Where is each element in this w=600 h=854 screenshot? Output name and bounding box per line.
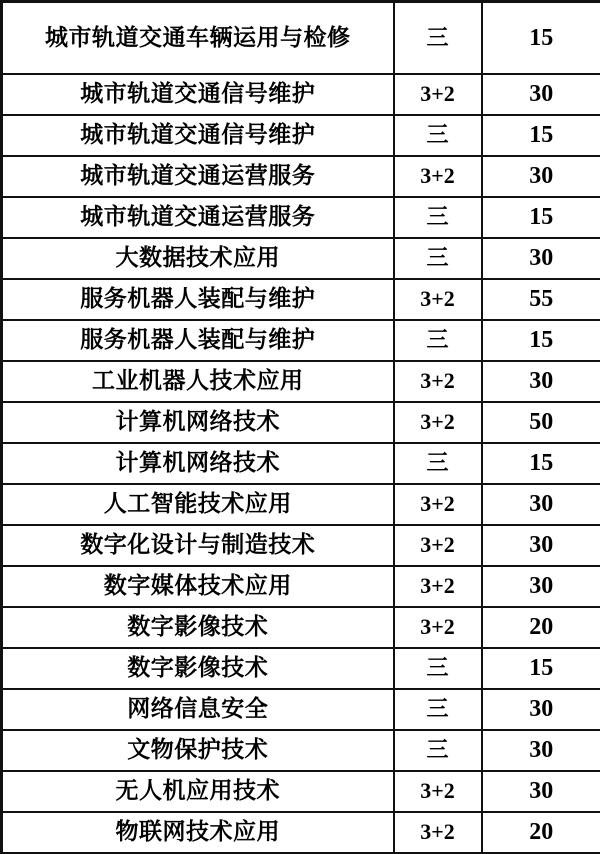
table-row [2,320,600,361]
table-row [2,689,600,730]
table-row [2,443,600,484]
major-name-cell: 城市轨道交通信号维护 [2,115,394,156]
major-name-cell: 数字化设计与制造技术 [2,525,394,566]
program-type-cell: 3+2 [394,361,482,402]
table-row [2,279,600,320]
major-name-cell: 工业机器人技术应用 [2,361,394,402]
table-row [2,238,600,279]
major-name-cell: 大数据技术应用 [2,238,394,279]
major-name-cell: 网络信息安全 [2,689,394,730]
table-row [2,2,600,74]
table-row [2,156,600,197]
program-type-cell: 三 [394,238,482,279]
program-type-cell: 三 [394,689,482,730]
major-name-cell: 人工智能技术应用 [2,484,394,525]
program-type-cell: 3+2 [394,566,482,607]
program-type-cell: 三 [394,2,482,74]
program-type-cell: 三 [394,320,482,361]
program-type-cell: 三 [394,730,482,771]
program-type-cell: 3+2 [394,279,482,320]
plan-count-cell: 15 [482,115,600,156]
plan-count-cell: 30 [482,484,600,525]
major-name-cell: 数字影像技术 [2,648,394,689]
table-row [2,525,600,566]
plan-count-cell: 15 [482,197,600,238]
table-row [2,812,600,853]
table-row [2,74,600,115]
major-name-cell: 城市轨道交通信号维护 [2,74,394,115]
major-name-cell: 物联网技术应用 [2,812,394,853]
major-name-cell: 城市轨道交通车辆运用与检修 [2,2,394,74]
plan-count-cell: 30 [482,730,600,771]
major-name-cell: 服务机器人装配与维护 [2,279,394,320]
plan-count-cell: 55 [482,279,600,320]
program-type-cell: 3+2 [394,525,482,566]
table-row [2,115,600,156]
plan-count-cell: 15 [482,648,600,689]
major-name-cell: 城市轨道交通运营服务 [2,197,394,238]
table-row [2,566,600,607]
major-name-cell: 服务机器人装配与维护 [2,320,394,361]
major-name-cell: 计算机网络技术 [2,402,394,443]
plan-count-cell: 30 [482,689,600,730]
plan-count-cell: 15 [482,2,600,74]
major-name-cell: 数字影像技术 [2,607,394,648]
major-name-cell: 城市轨道交通运营服务 [2,156,394,197]
table-row [2,361,600,402]
plan-count-cell: 30 [482,74,600,115]
plan-count-cell: 30 [482,771,600,812]
plan-count-cell: 30 [482,566,600,607]
program-type-cell: 3+2 [394,74,482,115]
program-type-cell: 三 [394,443,482,484]
major-name-cell: 计算机网络技术 [2,443,394,484]
major-name-cell: 数字媒体技术应用 [2,566,394,607]
program-type-cell: 三 [394,115,482,156]
table-row [2,402,600,443]
plan-count-cell: 30 [482,525,600,566]
plan-count-cell: 30 [482,361,600,402]
plan-count-cell: 20 [482,607,600,648]
plan-count-cell: 50 [482,402,600,443]
table-row [2,648,600,689]
program-type-cell: 三 [394,648,482,689]
program-type-cell: 3+2 [394,484,482,525]
table-row [2,730,600,771]
major-name-cell: 无人机应用技术 [2,771,394,812]
plan-count-cell: 30 [482,156,600,197]
program-type-cell: 3+2 [394,607,482,648]
table-row [2,771,600,812]
majors-table-body [2,2,600,853]
table-row [2,607,600,648]
program-type-cell: 3+2 [394,402,482,443]
plan-count-cell: 15 [482,320,600,361]
plan-count-cell: 15 [482,443,600,484]
program-type-cell: 3+2 [394,812,482,853]
program-type-cell: 3+2 [394,771,482,812]
program-type-cell: 三 [394,197,482,238]
plan-count-cell: 30 [482,238,600,279]
table-row [2,484,600,525]
program-type-cell: 3+2 [394,156,482,197]
plan-count-cell: 20 [482,812,600,853]
table-row [2,197,600,238]
major-name-cell: 文物保护技术 [2,730,394,771]
